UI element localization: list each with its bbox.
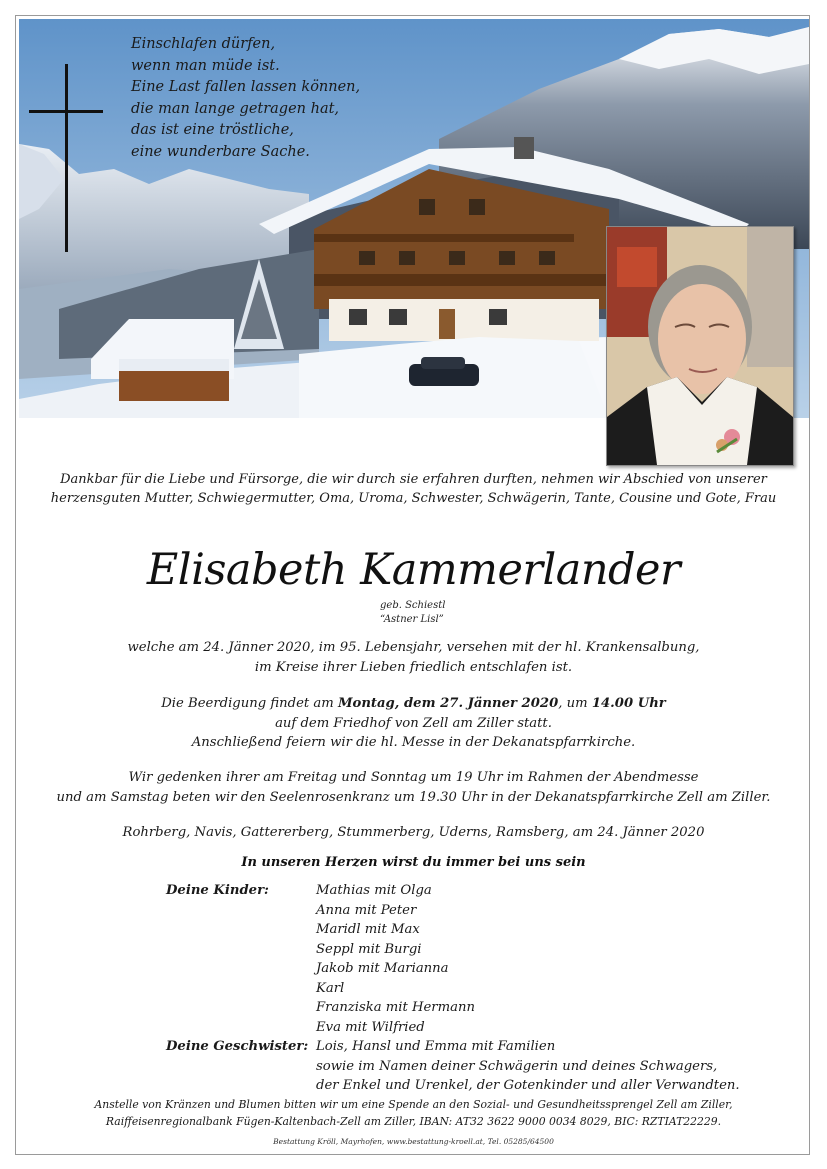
cross-icon-bar <box>29 110 103 113</box>
poem-line: wenn man müde ist. <box>131 57 280 74</box>
child-entry: Mathias mit Olga <box>316 883 432 898</box>
children-names <box>316 881 475 1037</box>
remembrance-info <box>30 768 797 807</box>
donation-note <box>30 1096 797 1130</box>
poem-line: die man lange getragen hat, <box>131 100 340 117</box>
death-line: welche am 24. Jänner 2020, im 95. Lebensjahr, versehen mit der hl. Krankensalbung, <box>127 640 700 655</box>
poem-line: eine wunderbare Sache. <box>131 143 310 160</box>
siblings-label: Deine Geschwister: <box>166 1039 309 1054</box>
funeral-prefix: Die Beerdigung findet am <box>161 696 338 711</box>
child-entry: Jakob mit Marianna <box>316 961 449 976</box>
funeral-info <box>30 694 797 753</box>
poem <box>131 34 431 163</box>
child-entry: Maridl mit Max <box>316 922 420 937</box>
funeral-line: Anschließend feiern wir die hl. Messe in der Dekanatspfarrkirche. <box>191 735 636 750</box>
death-line: im Kreise ihrer Lieben friedlich entschlafen ist. <box>254 659 573 675</box>
child-entry: Franziska mit Hermann <box>316 1000 475 1015</box>
sibling-entry: sowie im Namen deiner Schwägerin und deines Schwagers, <box>316 1058 718 1074</box>
intro-line: Dankbar für die Liebe und Fürsorge, die wir durch sie erfahren durften, nehmen wir Abschied von unserer <box>60 472 767 487</box>
siblings-names <box>316 1037 740 1096</box>
intro-line: herzensguten Mutter, Schwiegermutter, Oma, Uroma, Schwester, Schwägerin, Tante, Cousine und Gote, Frau <box>50 491 777 506</box>
poem-line: Einschlafen dürfen, <box>131 36 276 52</box>
funeral-date: Montag, dem 27. Jänner 2020 <box>337 696 559 711</box>
intro-text <box>30 470 797 508</box>
funeral-time: 14.00 Uhr <box>591 696 666 711</box>
child-entry: Seppl mit Burgi <box>316 941 422 957</box>
portrait-photo <box>606 226 794 466</box>
donation-line: Anstelle von Kränzen und Blumen bitten wir um eine Spende an den Sozial- und Gesundheitssprengel Zell am Ziller, <box>94 1098 733 1111</box>
funeral-line <box>30 694 797 714</box>
child-entry: Anna mit Peter <box>316 902 417 918</box>
poem-line: Eine Last fallen lassen können, <box>131 79 361 95</box>
sibling-entry: Lois, Hansl und Emma mit Familien <box>316 1039 556 1054</box>
donation-line: Raiffeisenregionalbank Fügen-Kaltenbach-Zell am Ziller, IBAN: AT32 3622 9000 0034 8029, BIC: RZTIAT22229. <box>105 1115 722 1128</box>
remembrance-line: Wir gedenken ihrer am Freitag und Sonntag um 19 Uhr im Rahmen der Abendmesse <box>128 770 699 785</box>
cross-icon <box>65 64 68 252</box>
funeral-mid: , um <box>558 696 592 711</box>
maiden-name-block <box>380 599 445 627</box>
poem-line: das ist eine tröstliche, <box>131 122 294 138</box>
deceased-name: Elisabeth Kammerlander <box>146 545 681 595</box>
funeral-line: auf dem Friedhof von Zell am Ziller statt. <box>275 715 552 731</box>
undertaker-footer: Bestattung Kröll, Mayrhofen, www.bestattung-kroell.at, Tel. 05285/64500 <box>273 1137 554 1146</box>
children-label: Deine Kinder: <box>166 883 269 898</box>
death-notice <box>30 638 797 677</box>
maiden-name: geb. Schiestl <box>380 600 446 611</box>
motto: In unseren Herzen wirst du immer bei uns sein <box>241 855 586 870</box>
remembrance-line: und am Samstag beten wir den Seelenrosenkranz um 19.30 Uhr in der Dekanatspfarrkirche Zell am Ziller. <box>56 789 771 805</box>
nickname: “Astner Lisl” <box>380 614 444 625</box>
place-date: Rohrberg, Navis, Gattererberg, Stummerberg, Uderns, Ramsberg, am 24. Jänner 2020 <box>122 825 705 840</box>
child-entry: Eva mit Wilfried <box>316 1019 425 1035</box>
child-entry: Karl <box>316 980 345 996</box>
sibling-entry: der Enkel und Urenkel, der Gotenkinder und aller Verwandten. <box>316 1078 740 1093</box>
